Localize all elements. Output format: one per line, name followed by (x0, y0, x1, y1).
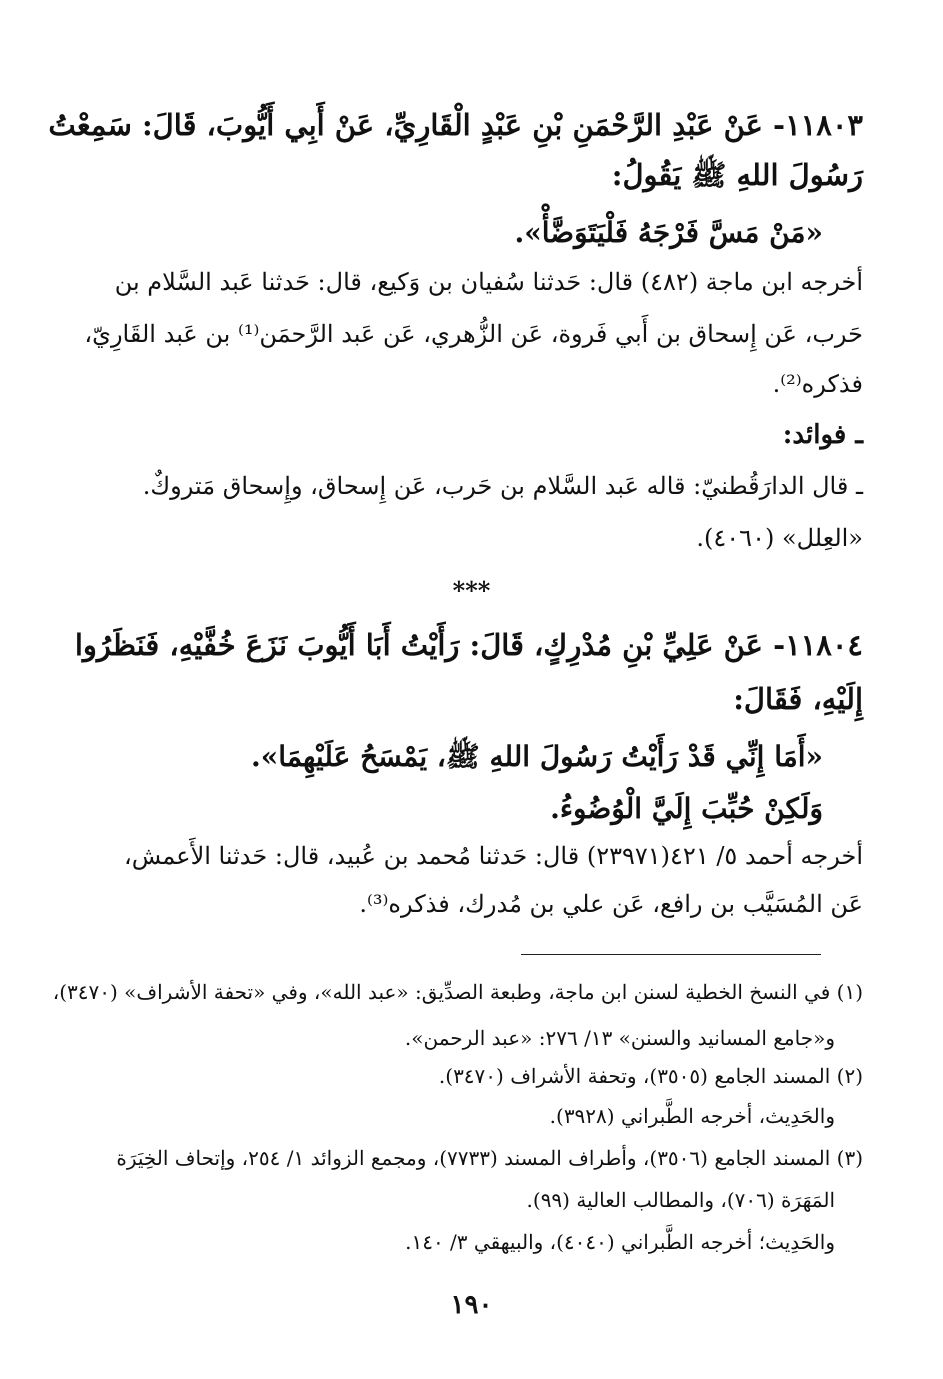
hadith-1804-matn-2: وَلَكِنْ حُبِّبَ إِلَيَّ الْوُضُوءُ. (550, 792, 823, 825)
fawaid-line-1: ـ قال الدارَقُطنيّ: قاله عَبد السَّلام بن حَرب، عَن إِسحاق، وإِسحاق مَتروكٌ. (142, 472, 863, 500)
hadith-1804-line-1: ١١٨٠٤- عَنْ عَلِيِّ بْنِ مُدْرِكٍ، قَالَ: رَأَيْتُ أَبَا أَيُّوبَ نَزَعَ خُفَّيْهِ، فَنَظَرُوا (74, 628, 863, 662)
section-separator: *** (452, 576, 491, 605)
footnote-3-continued: المَهَرَة (٧٠٦)، والمطالب العالية (٩٩). (526, 1188, 835, 1212)
footnote-2-continued: والحَدِيث، أخرجه الطَّبراني (٣٩٢٨). (549, 1104, 835, 1128)
footnote-1: (١) في النسخ الخطية لسنن ابن ماجة، وطبعة الصدِّيق: «عبد الله»، وفي «تحفة الأشراف» (٣٤٧٠)، (52, 980, 863, 1004)
fawaid-heading: ـ فوائد: (782, 420, 863, 450)
hadith-1803-takhrij-line-3: فذكره⁽²⁾. (772, 370, 863, 398)
hadith-1804-line-2: إِلَيْهِ، فَقَالَ: (733, 682, 863, 716)
footnote-3: (٣) المسند الجامع (٣٥٠٦)، وأطراف المسند (٧٧٣٣)، ومجمع الزوائد ١/ ٢٥٤، وإتحاف الخِيَرَة (116, 1146, 863, 1170)
hadith-1803-takhrij-line-2: حَرب، عَن إِسحاق بن أَبي فَروة، عَن الزُّهري، عَن عَبد الرَّحمَن⁽¹⁾ بن عَبد القَارِيّ، (84, 320, 863, 348)
footnote-1-continued: و«جامع المسانيد والسنن» ١٣/ ٢٧٦: «عبد الرحمن». (404, 1026, 835, 1050)
hadith-1804-takhrij-line-2: عَن المُسَيَّب بن رافع، عَن علي بن مُدرك، فذكره⁽³⁾. (359, 890, 863, 918)
page-number: ١٩٠ (450, 1290, 493, 1320)
hadith-1803-line-1: ١١٨٠٣- عَنْ عَبْدِ الرَّحْمَنِ بْنِ عَبْدٍ الْقَارِيِّ، عَنْ أَبِي أَيُّوبَ، قَالَ: سَمِعْتُ (48, 108, 863, 142)
hadith-1804-matn-1: «أَمَا إِنِّي قَدْ رَأَيْتُ رَسُولَ اللهِ ﷺ، يَمْسَحُ عَلَيْهِمَا». (251, 740, 823, 773)
hadith-1804-takhrij-line-1: أخرجه أحمد ٥/ ٤٢١(٢٣٩٧١) قال: حَدثنا مُحمد بن عُبيد، قال: حَدثنا الأَعمش، (124, 842, 863, 870)
hadith-1803-matn: «مَنْ مَسَّ فَرْجَهُ فَلْيَتَوَضَّأْ». (514, 216, 823, 249)
hadith-1803-line-2: رَسُولَ اللهِ ﷺ يَقُولُ: (611, 158, 863, 192)
footnote-3-note: والحَدِيث؛ أخرجه الطَّبراني (٤٠٤٠)، والبيهقي ٣/ ١٤٠. (405, 1230, 835, 1254)
hadith-1803-takhrij-line-1: أخرجه ابن ماجة (٤٨٢) قال: حَدثنا سُفيان بن وَكيع، قال: حَدثنا عَبد السَّلام بن (114, 268, 863, 296)
footnote-2: (٢) المسند الجامع (٣٥٠٥)، وتحفة الأشراف (٣٤٧٠). (438, 1064, 863, 1088)
fawaid-line-2: «العِلل» (٤٠٦٠). (696, 524, 863, 552)
footnote-separator (521, 954, 821, 955)
